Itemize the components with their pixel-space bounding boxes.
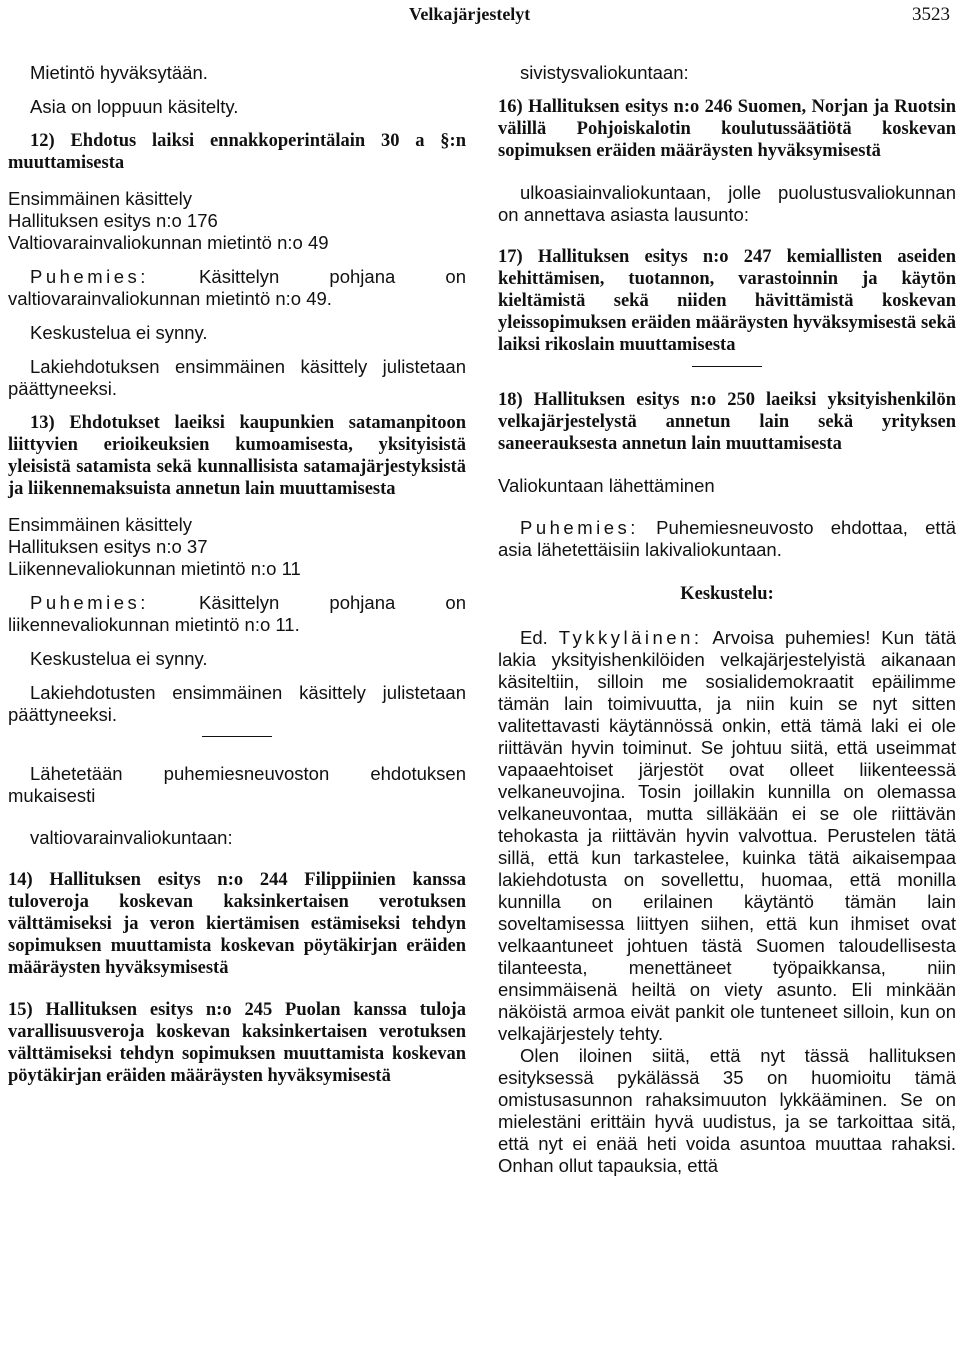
item-12-title: 12) Ehdotus laiksi ennakkoperintälain 30 a §:n muuttamisesta <box>8 131 466 173</box>
item-12-speech <box>8 266 466 310</box>
item-12-reading: Ensimmäinen käsittely <box>8 188 193 209</box>
speaker-label: Puhemies: <box>30 266 149 287</box>
page-number: 3523 <box>912 4 950 25</box>
committee-finance: valtiovarainvaliokuntaan: <box>30 827 233 848</box>
committee-education: sivistysvaliokuntaan: <box>520 62 689 83</box>
item-12-close: Lakiehdotuksen ensimmäinen käsittely julistetaan päättyneeksi. <box>8 356 466 399</box>
item-13-reading: Ensimmäinen käsittely <box>8 514 193 535</box>
item-18: 18) Hallituksen esitys n:o 250 laeiksi yksityishenkilön velkajärjestelystä annetun lain sekä yrityksen saneerauksesta annetun lain muuttamisesta <box>498 390 956 454</box>
item-13-close: Lakiehdotusten ensimmäinen käsittely julistetaan päättyneeksi. <box>8 682 466 725</box>
debate-heading: Keskustelu: <box>680 584 774 604</box>
section-divider <box>692 366 762 367</box>
running-title: Velkajärjestelyt <box>409 4 531 24</box>
item-16: 16) Hallituksen esitys n:o 246 Suomen, Norjan ja Ruotsin välillä Pohjoiskalotin koulutussäätiötä koskevan sopimuksen eräiden määräysten hyväksymisestä <box>498 97 956 161</box>
mp-name: Tykkyläinen: <box>558 627 703 648</box>
speech-text: Käsittelyn pohjana on valtiovarainvaliokunnan mietintö n:o 49. <box>8 266 466 309</box>
referral-heading: Valiokuntaan lähettäminen <box>498 475 715 496</box>
item-13-report: Liikennevaliokunnan mietintö n:o 11 <box>8 558 301 579</box>
item-13-no-debate: Keskustelua ei synny. <box>30 648 208 669</box>
item-12-meta <box>8 188 466 254</box>
speaker-proposal <box>498 517 956 561</box>
speech-text: Puhemiesneuvosto ehdottaa, että asia lähetettäisiin lakivaliokuntaan. <box>498 517 956 560</box>
item-13-title: 13) Ehdotukset laeiksi kaupunkien satamanpitoon liittyvien erioikeuksien kumoamisesta, yksityisistä yleisistä satamista sekä kunnallisista satamajärjestyksistä ja liikennemaksuista annetun lain muuttamisesta <box>8 413 466 499</box>
report-approved: Mietintö hyväksytään. <box>30 62 208 83</box>
referral-intro: Lähetetään puhemiesneuvoston ehdotuksen mukaisesti <box>8 763 466 806</box>
page-header <box>0 0 960 40</box>
item-17: 17) Hallituksen esitys n:o 247 kemiallisten aseiden kehittämisen, tuotannon, varastoinnin ja käytön kieltämistä sekä niiden hävittämistä koskevan yleissopimuksen eräiden määräysten hyväksymisestä sekä laiksi rikoslain muuttamisesta <box>498 247 956 355</box>
mp-speech-continued: Olen iloinen siitä, että nyt tässä hallituksen esityksessä pykälässä 35 on huomioitu tämä omistusasunnon rahaksimuuton lykkääminen. Se on mielestäni erittäin hyvä uudistus, ja se tarkoittaa sitä, että nyt ei enää heti voida asuntoa muuttaa rahaksi. Onhan ollut tapauksia, että <box>498 1045 956 1176</box>
mp-speech <box>498 627 956 1045</box>
item-14: 14) Hallituksen esitys n:o 244 Filippiinien kanssa tuloveroja koskevan kaksinkertaisen verotuksen välttämiseksi ja veron kiertämisen estämiseksi tehdyn sopimuksen muuttamista koskevan pöytäkirjan eräiden määräysten hyväksymisestä <box>8 870 466 978</box>
right-column <box>498 62 956 1177</box>
speech-text: Käsittelyn pohjana on liikennevaliokunnan mietintö n:o 11. <box>8 592 466 635</box>
item-13-meta <box>8 514 466 580</box>
item-13-proposal: Hallituksen esitys n:o 37 <box>8 536 208 557</box>
committee-foreign: ulkoasiainvaliokuntaan, jolle puolustusvaliokunnan on annettava asiasta lausunto: <box>498 182 956 225</box>
item-15: 15) Hallituksen esitys n:o 245 Puolan kanssa tuloja varallisuusveroja koskevan kaksinkertaisen verotuksen välttämiseksi tehdyn sopimuksen muuttamista koskevan pöytäkirjan eräiden määräysten hyväksymisestä <box>8 1000 466 1086</box>
section-divider <box>202 736 272 737</box>
item-12-report: Valtiovarainvaliokunnan mietintö n:o 49 <box>8 232 329 253</box>
left-column <box>8 62 466 1087</box>
item-12-proposal: Hallituksen esitys n:o 176 <box>8 210 218 231</box>
mp-prefix: Ed. <box>520 627 559 648</box>
item-13-speech <box>8 592 466 636</box>
item-concluded: Asia on loppuun käsitelty. <box>30 96 239 117</box>
mp-speech-text: Arvoisa puhemies! Kun tätä lakia yksityishenkilöiden velkajärjestelyistä aikanaan käsiteltiin, silloin me sosialidemokraatit epäilimme tämän lain toimivuutta, ja niin kuin se nyt sitten valitettavasti käytännössä onkin, että tämä laki ei ole riittävän hyvin toiminut. Se johtuu siitä, että useimmat vapaaehtoiset järjestöt ovat olleet liikenteessä velkaneuvojina. Tosin joillakin kunnilla on olemassa velkaneuvontaa, mutta silläkään ei se ole riittävän tehokasta ja riittävän hyvin valvottua. Perustelen tätä sillä, että kun tarkastelee, kuinka tätä aikaisempaa lakiehdotusta on sovellettu, huomaa, että monilla kunnilla on erilainen käytäntö tämän lain soveltamisessa liittyen siihen, että kun ihmiset ovat velkaantuneet johtuen tästä Suomen taloudellisesta tilanteesta, menettäneet työpaikkansa, niin ensimmäisenä heiltä on viety asunto. Eli minkään näköistä armoa eivät pankit ole tunteneet silloin, kun on velkajärjestely tehty. <box>498 627 956 1044</box>
speaker-label: Puhemies: <box>30 592 149 613</box>
item-12-no-debate: Keskustelua ei synny. <box>30 322 208 343</box>
speaker-label: Puhemies: <box>520 517 639 538</box>
